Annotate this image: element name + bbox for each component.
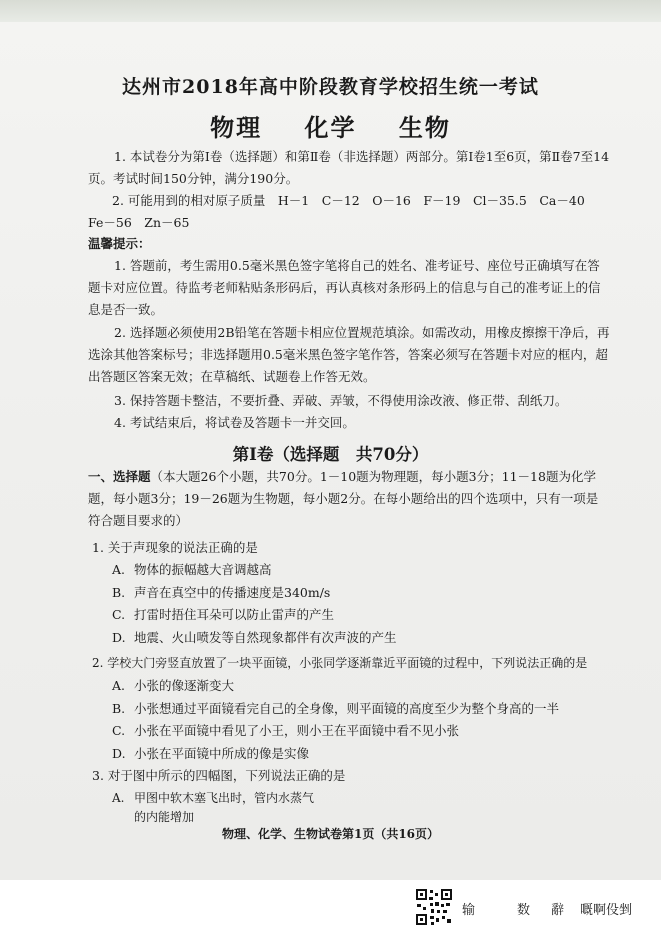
brand-glyph-1: 输 bbox=[462, 903, 476, 918]
question-3-stem: 3. 对于图中所示的四幅图，下列说法正确的是 bbox=[92, 768, 346, 783]
list-item: B. 声音在真空中的传播速度是340m/s bbox=[112, 584, 331, 600]
list-item: A. 小张的像逐渐变大 bbox=[112, 678, 235, 693]
tip-1: 1. 答题前，考生需用0.5毫米黑色签字笔将自己的姓名、准考证号、座位号正确填写在答题卡对应位置。待监考老师粘贴条形码后，再认真核对条形码上的信息与自己的准考证上的信息是否一致。 bbox=[88, 258, 601, 317]
brand-glyph-4: 嘅啊伇剉 bbox=[580, 903, 633, 918]
tip-3: 3. 保持答题卡整洁，不要折叠、弄破、弄皱，不得使用涂改液、修正带、刮纸刀。 bbox=[114, 393, 568, 408]
list-item: C. 打雷时捂住耳朵可以防止雷声的产生 bbox=[112, 607, 335, 622]
question-2-stem: 2. 学校大门旁竖直放置了一块平面镜，小张同学逐渐靠近平面镜的过程中，下列说法正确的是 bbox=[92, 656, 588, 670]
list-item: B. 小张想通过平面镜看完自己的全身像，则平面镜的高度至少为整个身高的一半 bbox=[112, 700, 560, 716]
atomic-mass-line-2: Fe－56 Zn－65 bbox=[88, 215, 190, 230]
section-intro bbox=[88, 466, 610, 532]
exam-title: 达州市2018年高中阶段教育学校招生统一考试 bbox=[122, 76, 539, 98]
section-intro-text: （本大题26个小题，共70分。1－10题为物理题，每小题3分；11－18题为化学题，每小题3分；19－26题为生物题，每小题2分。在每小题给出的四个选项中，只有一项是符合题目要求的） bbox=[88, 469, 599, 528]
exam-subjects bbox=[0, 108, 661, 143]
list-item: C. 小张在平面镜中看见了小王，则小王在平面镜中看不见小张 bbox=[112, 723, 460, 738]
figure-area bbox=[330, 760, 610, 830]
section-heading: 第Ⅰ卷（选择题 共70分） bbox=[232, 445, 429, 464]
scan-top-edge bbox=[0, 0, 661, 22]
brand-glyph-3: 辭 bbox=[551, 903, 565, 918]
qr-code-icon bbox=[415, 888, 453, 926]
subject-chemistry: 化学 bbox=[304, 113, 357, 142]
question-3-option-a: A. 甲图中软木塞飞出时，管内水蒸气 的内能增加 bbox=[112, 791, 315, 824]
section-intro-label: 一、选择题 bbox=[88, 469, 151, 484]
tip-4: 4. 考试结束后，将试卷及答题卡一并交回。 bbox=[114, 415, 355, 430]
list-item: A. 物体的振幅越大音调越高 bbox=[112, 562, 272, 577]
question-1-stem: 1. 关于声现象的说法正确的是 bbox=[92, 540, 258, 555]
instruction-1: 1. 本试卷分为第Ⅰ卷（选择题）和第Ⅱ卷（非选择题）两部分。第Ⅰ卷1至6页，第Ⅱ卷7至14页。考试时间150分钟，满分190分。 bbox=[88, 149, 610, 186]
tip-2: 2. 选择题必须使用2B铅笔在答题卡相应位置规范填涂。如需改动，用橡皮擦擦干净后，再选涂其他答案标号；非选择题用0.5毫米黑色签字笔作答，答案必须写在答题卡对应的框内，超出答题区答案无效；在草稿纸、试题卷上作答无效。 bbox=[88, 325, 610, 384]
subject-physics: 物理 bbox=[210, 113, 263, 142]
instruction-2: 2. 可能用到的相对原子质量 H－1 C－12 O－16 F－19 Cl－35.5 Ca－40 bbox=[112, 193, 585, 208]
tips-heading: 温馨提示： bbox=[88, 236, 151, 251]
page-footer: 物理、化学、生物试卷第1页（共16页） bbox=[221, 827, 440, 841]
list-item: D. 小张在平面镜中所成的像是实像 bbox=[112, 745, 310, 761]
subject-biology: 生物 bbox=[398, 113, 451, 142]
brand-glyph-2: 数 bbox=[517, 903, 531, 918]
question-2-options bbox=[112, 675, 612, 765]
list-item: D. 地震、火山喷发等自然现象都伴有次声波的产生 bbox=[112, 629, 397, 645]
question-1-options bbox=[112, 559, 612, 649]
